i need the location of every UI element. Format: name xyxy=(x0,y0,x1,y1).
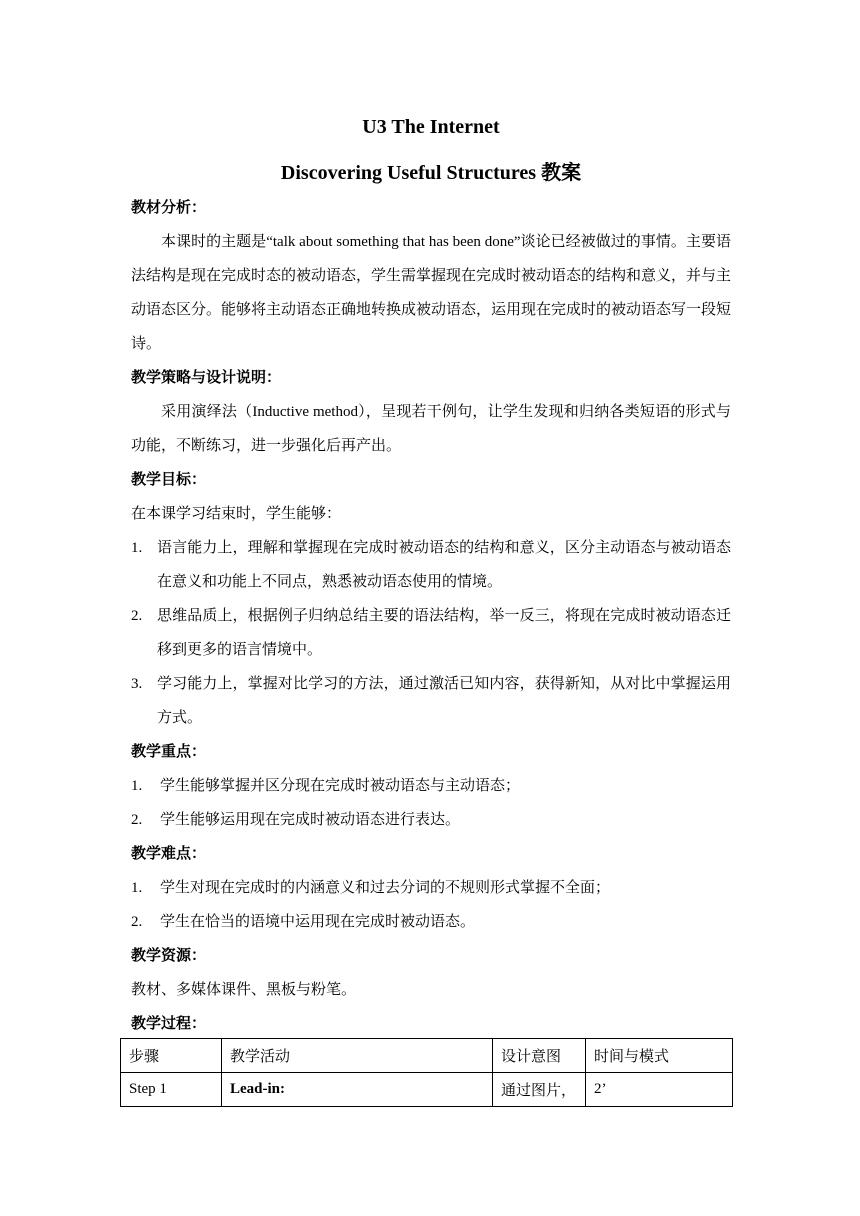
goals-intro: 在本课学习结束时，学生能够： xyxy=(131,506,342,522)
table-header-cell: 步骤 xyxy=(121,1039,222,1073)
list-item xyxy=(131,531,731,599)
list-text: 学习能力上，掌握对比学习的方法，通过激活已知内容，获得新知，从对比中掌握运用方式。 xyxy=(157,676,731,726)
resources-paragraph: 教材、多媒体课件、黑板与粉笔。 xyxy=(131,982,357,998)
list-number: 1. xyxy=(131,540,143,556)
list-number: 1. xyxy=(131,778,143,794)
section-heading-process: 教学过程： xyxy=(131,1016,207,1032)
document-page xyxy=(131,112,731,1041)
section-heading-goals: 教学目标： xyxy=(131,472,207,488)
strategy-paragraph: 采用演绎法（Inductive method），呈现若干例句，让学生发现和归纳各类短语的形式与功能，不断练习，进一步强化后再产出。 xyxy=(131,404,731,454)
list-number: 2. xyxy=(131,812,143,828)
document-subtitle: Discovering Useful Structures 教案 xyxy=(280,162,582,184)
section-heading-resources: 教学资源： xyxy=(131,948,207,964)
table-header-cell: 时间与模式 xyxy=(586,1039,733,1073)
key-points-list xyxy=(131,769,731,837)
teaching-process-table xyxy=(120,1038,733,1107)
table-row xyxy=(121,1073,733,1107)
section-heading-analysis: 教材分析： xyxy=(131,200,207,216)
list-item xyxy=(131,769,731,803)
section-heading-difficulties: 教学难点： xyxy=(131,846,207,862)
list-item xyxy=(131,905,731,939)
list-item xyxy=(131,599,731,667)
section-heading-key-points: 教学重点： xyxy=(131,744,207,760)
table-header-row xyxy=(121,1039,733,1073)
table-cell: Lead-in: xyxy=(222,1073,493,1107)
list-number: 1. xyxy=(131,880,143,896)
list-item xyxy=(131,803,731,837)
table-cell: Step 1 xyxy=(121,1073,222,1107)
document-title: U3 The Internet xyxy=(362,116,500,138)
list-text: 语言能力上，理解和掌握现在完成时被动语态的结构和意义，区分主动语态与被动语态在意义和功能上不同点，熟悉被动语态使用的情境。 xyxy=(157,540,731,590)
difficulties-list xyxy=(131,871,731,939)
goals-list xyxy=(131,531,731,735)
list-text: 学生能够运用现在完成时被动语态进行表达。 xyxy=(160,812,461,828)
list-text: 学生在恰当的语境中运用现在完成时被动语态。 xyxy=(160,914,476,930)
list-number: 2. xyxy=(131,608,143,624)
list-number: 3. xyxy=(131,676,143,692)
list-number: 2. xyxy=(131,914,143,930)
table-header-cell: 教学活动 xyxy=(222,1039,493,1073)
list-text: 学生能够掌握并区分现在完成时被动语态与主动语态； xyxy=(160,778,521,794)
analysis-paragraph: 本课时的主题是“talk about something that has been done”谈论已经被做过的事情。主要语法结构是现在完成时态的被动语态，学生需掌握现在完成时被动语态的结构和意义，并与主动语态区分。能够将主动语态正确地转换成被动语态，运用现在完成时的被动语态写一段短诗。 xyxy=(131,234,732,352)
table-header-cell: 设计意图 xyxy=(493,1039,586,1073)
list-text: 思维品质上，根据例子归纳总结主要的语法结构，举一反三，将现在完成时被动语态迁移到更多的语言情境中。 xyxy=(157,608,731,658)
table-cell: 通过图片， xyxy=(493,1073,586,1107)
list-text: 学生对现在完成时的内涵意义和过去分词的不规则形式掌握不全面； xyxy=(160,880,611,896)
list-item xyxy=(131,871,731,905)
section-heading-strategy: 教学策略与设计说明： xyxy=(131,370,282,386)
list-item xyxy=(131,667,731,735)
table-cell: 2’ xyxy=(586,1073,733,1107)
